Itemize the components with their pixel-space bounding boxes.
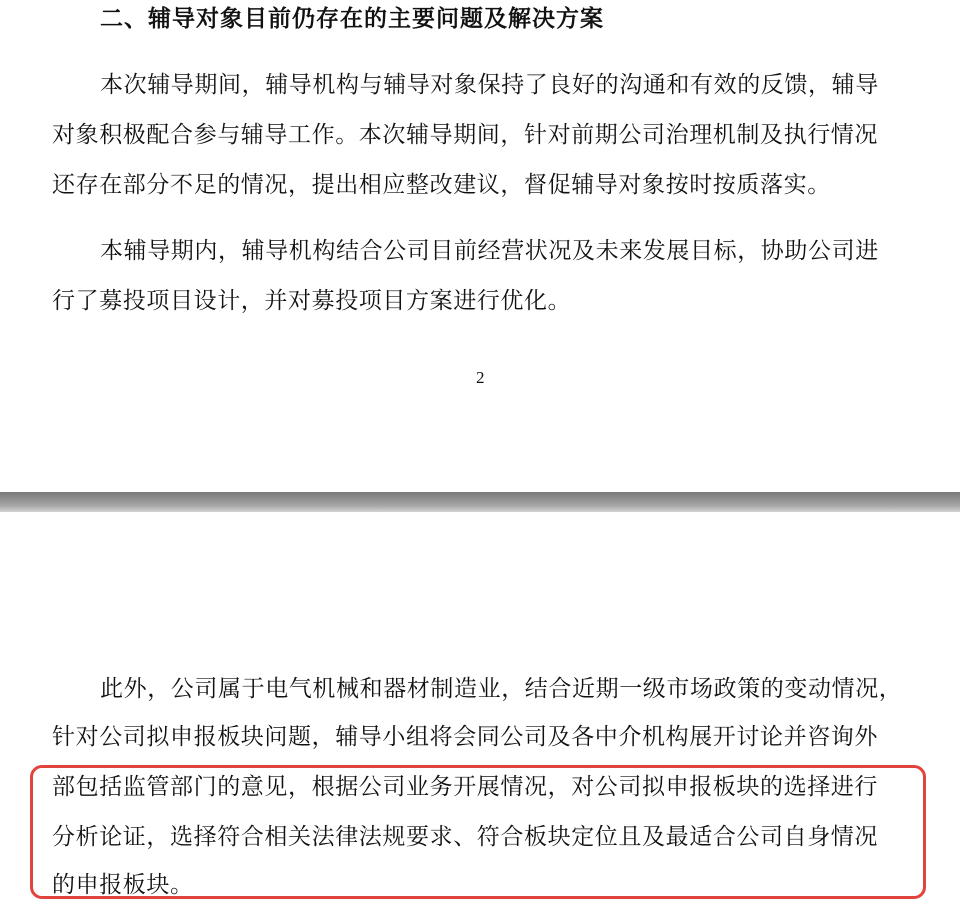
section-heading: 二、辅导对象目前仍存在的主要问题及解决方案 [100,5,604,32]
paragraph-3-line-2: 针对公司拟申报板块问题，辅导小组将会同公司及各中介机构展开讨论并咨询外 [52,724,878,750]
paragraph-1-line-3: 还存在部分不足的情况，提出相应整改建议，督促辅导对象按时按质落实。 [52,172,831,198]
paragraph-3-line-5: 的申报板块。 [52,872,194,898]
paragraph-1-line-1: 本次辅导期间，辅导机构与辅导对象保持了良好的沟通和有效的反馈，辅导 [100,72,879,98]
paragraph-3-line-3: 部包括监管部门的意见，根据公司业务开展情况，对公司拟申报板块的选择进行 [52,774,878,800]
paragraph-2-line-1: 本辅导期内，辅导机构结合公司目前经营状况及未来发展目标，协助公司进 [100,238,879,264]
paragraph-2-line-2: 行了募投项目设计，并对募投项目方案进行优化。 [52,288,572,314]
paragraph-3-line-1: 此外，公司属于电气机械和器材制造业，结合近期一级市场政策的变动情况， [100,676,903,702]
page-separator [0,492,960,512]
page-number: 2 [476,368,485,387]
red-highlight-box [30,765,926,899]
paragraph-1-line-2: 对象积极配合参与辅导工作。本次辅导期间，针对前期公司治理机制及执行情况 [52,122,878,148]
paragraph-3-line-4: 分析论证，选择符合相关法律法规要求、符合板块定位且及最适合公司自身情况 [52,824,878,850]
